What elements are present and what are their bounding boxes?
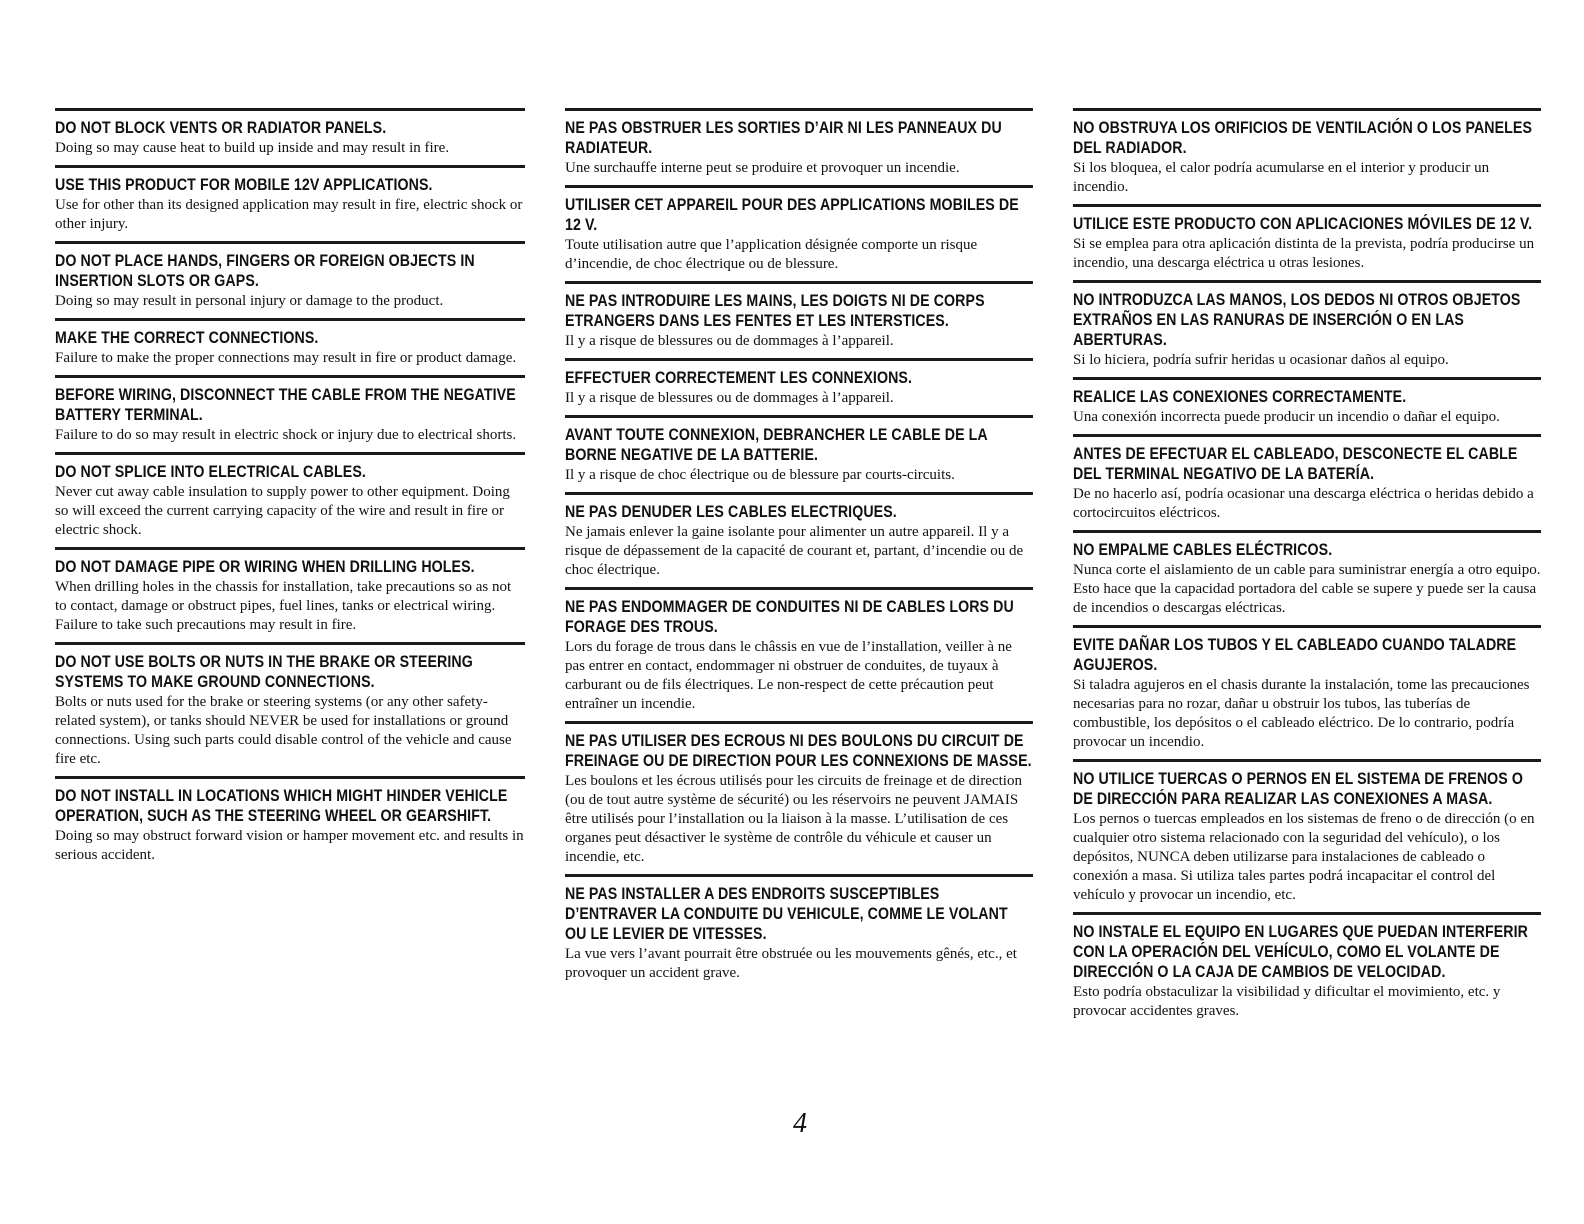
warning-body: Les boulons et les écrous utilisés pour les circuits de freinage et de direction (ou de tout autre système de sécurité) ou les réservoirs ne peuvent JAMAIS être utilisés pour l’installation ou la liaison à la masse. L’utilisation de ces organes peut désactiver le système de contrôle du véhicule et causer un incendie, etc. [565, 773, 1022, 865]
warning-heading: ANTES DE EFECTUAR EL CABLEADO, DESCONECTE EL CABLE DEL TERMINAL NEGATIVO DE LA BATERÍA. [1073, 445, 1518, 483]
warning-section [1073, 912, 1541, 1021]
warning-heading: EVITE DAÑAR LOS TUBOS Y EL CABLEADO CUANDO TALADRE AGUJEROS. [1073, 636, 1517, 674]
warning-heading: UTILICE ESTE PRODUCTO CON APLICACIONES MÓVILES DE 12 V. [1073, 215, 1533, 233]
warning-section [1073, 108, 1541, 197]
warning-body: Doing so may obstruct forward vision or hamper movement etc. and results in serious accident. [55, 828, 524, 863]
warning-body: Si se emplea para otra aplicación distinta de la prevista, podría producirse un incendio, una descarga eléctrica u otras lesiones. [1073, 236, 1535, 271]
warning-heading: REALICE LAS CONEXIONES CORRECTAMENTE. [1073, 388, 1407, 406]
warning-heading: EFFECTUER CORRECTEMENT LES CONNEXIONS. [565, 369, 913, 387]
warning-body: Lors du forage de trous dans le châssis en vue de l’installation, veiller à ne pas entrer en contact, endommager ni obstruer de conduites, de tuyaux à carburant ou de fils électriques. Le non-respect de cette précaution peut entraîner un incendie. [565, 639, 1012, 712]
warning-heading: NE PAS INTRODUIRE LES MAINS, LES DOIGTS NI DE CORPS ETRANGERS DANS LES FENTES ET LES INTERSTICES. [565, 292, 985, 330]
warning-section [55, 318, 525, 368]
warning-heading: DO NOT DAMAGE PIPE OR WIRING WHEN DRILLING HOLES. [55, 558, 475, 576]
warning-body: Nunca corte el aislamiento de un cable para suministrar energía a otro equipo. Esto hace que la capacidad portadora del cable se supere y puede ser la causa de incendios o descargas eléctricas. [1073, 562, 1541, 616]
french-column [565, 108, 1033, 990]
warning-body: Doing so may cause heat to build up inside and may result in fire. [55, 140, 450, 156]
warning-body: De no hacerlo así, podría ocasionar una descarga eléctrica o heridas debido a cortocircuitos eléctricos. [1073, 486, 1534, 521]
warning-heading: DO NOT USE BOLTS OR NUTS IN THE BRAKE OR STEERING SYSTEMS TO MAKE GROUND CONNECTIONS. [55, 653, 473, 691]
warning-section [55, 241, 525, 311]
warning-body: Si lo hiciera, podría sufrir heridas u ocasionar daños al equipo. [1073, 352, 1449, 368]
warning-section [565, 721, 1033, 867]
page-number: 4 [793, 1108, 807, 1139]
warning-section [55, 547, 525, 635]
warning-section [1073, 204, 1541, 273]
english-column [55, 108, 525, 872]
warning-section [55, 452, 525, 540]
warning-body: Una conexión incorrecta puede producir un incendio o dañar el equipo. [1073, 409, 1500, 425]
warning-section [55, 642, 525, 769]
warning-section [565, 281, 1033, 351]
warning-heading: AVANT TOUTE CONNEXION, DEBRANCHER LE CABLE DE LA BORNE NEGATIVE DE LA BATTERIE. [565, 426, 988, 464]
warning-heading: DO NOT PLACE HANDS, FINGERS OR FOREIGN OBJECTS IN INSERTION SLOTS OR GAPS. [55, 252, 475, 290]
warning-section [565, 415, 1033, 485]
warning-section [1073, 434, 1541, 523]
warning-body: Esto podría obstaculizar la visibilidad y dificultar el movimiento, etc. y provocar accidentes graves. [1073, 984, 1501, 1019]
warning-heading: NO EMPALME CABLES ELÉCTRICOS. [1073, 541, 1333, 559]
warning-heading: NO INTRODUZCA LAS MANOS, LOS DEDOS NI OTROS OBJETOS EXTRAÑOS EN LAS RANURAS DE INSERCIÓN O EN LAS ABERTURAS. [1073, 291, 1521, 349]
warning-body: Los pernos o tuercas empleados en los sistemas de freno o de dirección (o en cualquier otro sistema relacionado con la seguridad del vehículo), o los depósitos, NUNCA deben utilizarse para instalaciones de cableado o conexión a masa. Si utiliza tales partes podrá incapacitar el control del vehículo y provocar un incendio, etc. [1073, 811, 1535, 903]
warning-heading: DO NOT BLOCK VENTS OR RADIATOR PANELS. [55, 119, 387, 137]
spanish-column [1073, 108, 1541, 1028]
warning-heading: MAKE THE CORRECT CONNECTIONS. [55, 329, 319, 347]
warning-section [565, 358, 1033, 408]
warning-heading: NO INSTALE EL EQUIPO EN LUGARES QUE PUEDAN INTERFERIR CON LA OPERACIÓN DEL VEHÍCULO, COMO EL VOLANTE DE DIRECCIÓN O LA CAJA DE CAMBIOS DE VELOCIDAD. [1073, 923, 1529, 981]
warning-heading: BEFORE WIRING, DISCONNECT THE CABLE FROM THE NEGATIVE BATTERY TERMINAL. [55, 386, 516, 424]
warning-heading: NO UTILICE TUERCAS O PERNOS EN EL SISTEMA DE FRENOS O DE DIRECCIÓN PARA REALIZAR LAS CONEXIONES A MASA. [1073, 770, 1524, 808]
warning-section [55, 165, 525, 234]
warning-body: Bolts or nuts used for the brake or steering systems (or any other safety-related system), or tanks should NEVER be used for installations or ground connections. Using such parts could disable control of the vehicle and cause fire etc. [55, 694, 512, 767]
warning-heading: NO OBSTRUYA LOS ORIFICIOS DE VENTILACIÓN O LOS PANELES DEL RADIADOR. [1073, 119, 1533, 157]
warning-body: Si taladra agujeros en el chasis durante la instalación, tome las precauciones necesarias para no rozar, dañar u obstruir los tubos, las tuberías de combustible, los depósitos o el cableado eléctrico. De lo contrario, podría provocar un incendio. [1073, 677, 1530, 750]
warning-section [55, 776, 525, 865]
warning-heading: NE PAS UTILISER DES ECROUS NI DES BOULONS DU CIRCUIT DE FREINAGE OU DE DIRECTION POUR LES CONNEXIONS DE MASSE. [565, 732, 1032, 770]
warning-section [565, 492, 1033, 580]
warning-body: Doing so may result in personal injury or damage to the product. [55, 293, 444, 309]
warning-section [565, 587, 1033, 714]
warning-body: Use for other than its designed application may result in fire, electric shock or other injury. [55, 197, 523, 232]
warning-body: Il y a risque de blessures ou de dommages à l’appareil. [565, 333, 894, 349]
warning-heading: NE PAS INSTALLER A DES ENDROITS SUSCEPTIBLES D’ENTRAVER LA CONDUITE DU VEHICULE, COMME LE VOLANT OU LE LEVIER DE VITESSES. [565, 885, 1008, 943]
warning-section [1073, 377, 1541, 427]
warning-body: Si los bloquea, el calor podría acumularse en el interior y producir un incendio. [1073, 160, 1490, 195]
warning-body: Toute utilisation autre que l’application désignée comporte un risque d’incendie, de choc électrique ou de blessure. [565, 237, 978, 272]
warning-heading: DO NOT INSTALL IN LOCATIONS WHICH MIGHT HINDER VEHICLE OPERATION, SUCH AS THE STEERING WHEEL OR GEARSHIFT. [55, 787, 508, 825]
warning-section [55, 108, 525, 158]
warning-heading: DO NOT SPLICE INTO ELECTRICAL CABLES. [55, 463, 366, 481]
warning-heading: NE PAS ENDOMMAGER DE CONDUITES NI DE CABLES LORS DU FORAGE DES TROUS. [565, 598, 1014, 636]
warning-section [1073, 530, 1541, 618]
warning-body: Never cut away cable insulation to supply power to other equipment. Doing so will exceed the current carrying capacity of the wire and result in fire or electric shock. [55, 484, 510, 538]
warning-body: Failure to make the proper connections may result in fire or product damage. [55, 350, 517, 366]
warning-heading: USE THIS PRODUCT FOR MOBILE 12V APPLICATIONS. [55, 176, 433, 194]
warning-section [565, 185, 1033, 274]
warning-body: Une surchauffe interne peut se produire et provoquer un incendie. [565, 160, 960, 176]
warning-section [565, 874, 1033, 983]
warning-body: La vue vers l’avant pourrait être obstruée ou les mouvements gênés, etc., et provoquer un accident grave. [565, 946, 1017, 981]
warning-heading: UTILISER CET APPAREIL POUR DES APPLICATIONS MOBILES DE 12 V. [565, 196, 1019, 234]
warning-body: Il y a risque de choc électrique ou de blessure par courts-circuits. [565, 467, 955, 483]
warning-body: Il y a risque de blessures ou de dommages à l’appareil. [565, 390, 894, 406]
warning-heading: NE PAS DENUDER LES CABLES ELECTRIQUES. [565, 503, 897, 521]
warning-section [1073, 280, 1541, 370]
warning-section [1073, 625, 1541, 752]
warning-section [1073, 759, 1541, 905]
warning-body: Ne jamais enlever la gaine isolante pour alimenter un autre appareil. Il y a risque de dépassement de la capacité de courant et, partant, d’incendie ou de choc électrique. [565, 524, 1024, 578]
warning-body: Failure to do so may result in electric shock or injury due to electrical shorts. [55, 427, 517, 443]
warning-section [565, 108, 1033, 178]
warning-section [55, 375, 525, 445]
warning-body: When drilling holes in the chassis for installation, take precautions so as not to contact, damage or obstruct pipes, fuel lines, tanks or electrical wiring. Failure to take such precautions may result in fire. [55, 579, 512, 633]
warning-heading: NE PAS OBSTRUER LES SORTIES D’AIR NI LES PANNEAUX DU RADIATEUR. [565, 119, 1002, 157]
